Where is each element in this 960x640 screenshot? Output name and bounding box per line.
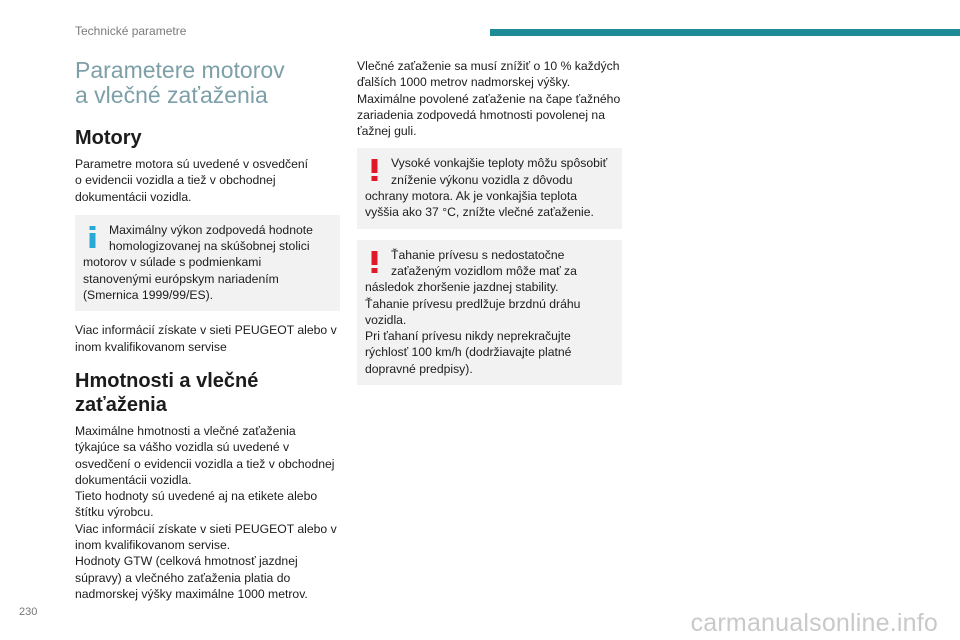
text-line: ťažnej guli.	[357, 124, 417, 139]
text-line: o evidencii vozidla a tiež v obchodnej	[75, 173, 276, 188]
page-title-line: Parametere motorov	[75, 57, 285, 83]
warning-text-line: Ťahanie prívesu predlžuje brzdnú dráhu	[365, 296, 581, 311]
page-title-line: a vlečné zaťaženia	[75, 82, 268, 108]
text-line: Parametre motora sú uvedené v osvedčení	[75, 157, 309, 171]
text-line: dokumentácii vozidla.	[75, 189, 192, 204]
info-text-line: motorov v súlade s podmienkami	[83, 255, 262, 270]
info-text-line: homologizovanej na skúšobnej stolici	[109, 239, 310, 254]
text-line: týkajúce sa vášho vozidla sú uvedené v	[75, 440, 290, 455]
text-line: Vlečné zaťaženie sa musí znížiť o 10 % každých	[357, 59, 620, 73]
text-line: inom kvalifikovanom servise.	[75, 538, 231, 553]
text-line: zariadenia zodpovedá hmotnosti povolenej na	[357, 107, 605, 122]
text-line: Viac informácií získate v sieti PEUGEOT alebo v	[75, 323, 337, 338]
warning-text-line: zníženie výkonu vozidla z dôvodu	[391, 172, 573, 187]
section-heading-hmotnosti	[75, 369, 340, 417]
text-line: nadmorskej výšky maximálne 1000 metrov.	[75, 586, 308, 601]
info-box	[75, 215, 340, 311]
info-icon	[87, 226, 98, 248]
warning-text-line: vyššia ako 37 °C, znížte vlečné zaťaženie.	[365, 205, 594, 220]
info-text-line: Maximálny výkon zodpovedá hodnote	[109, 222, 313, 237]
warning-text-line: Vysoké vonkajšie teploty môžu spôsobiť	[391, 156, 608, 171]
warning-box-temperature	[357, 148, 622, 228]
text-line: Viac informácií získate v sieti PEUGEOT alebo v	[75, 521, 337, 536]
info-text-line: (Smernica 1999/99/ES).	[83, 288, 214, 303]
warning-text-line: ochrany motora. Ak je vonkajšia teplota	[365, 189, 578, 204]
info-text-line: stanovenými európskym nariadením	[83, 271, 279, 286]
right-column	[357, 58, 622, 396]
hmotnosti-paragraph	[75, 423, 340, 602]
page-title	[75, 58, 340, 108]
warning-text-line: vozidla.	[365, 312, 407, 327]
text-line: inom kvalifikovanom servise	[75, 339, 227, 354]
towing-paragraph	[357, 58, 622, 139]
warning-text-line: zaťaženým vozidlom môže mať za	[391, 263, 577, 278]
text-line: osvedčení o evidencii vozidla a tiež v obchodnej	[75, 456, 335, 471]
text-line: Maximálne hmotnosti a vlečné zaťaženia	[75, 423, 296, 438]
section-header-title: Technické parametre	[75, 24, 187, 38]
motory-paragraph-2	[75, 322, 340, 355]
section-heading-motory: Motory	[75, 127, 142, 149]
text-line: súpravy) a vlečného zaťaženia platia do	[75, 570, 291, 585]
text-line: Maximálne povolené zaťaženie na čape ťažného	[357, 91, 621, 106]
warning-text-line: dopravné predpisy).	[365, 361, 473, 376]
text-line: dokumentácii vozidla.	[75, 472, 192, 487]
warning-icon	[369, 159, 380, 181]
site-watermark: carmanualsonline.info	[690, 609, 938, 637]
warning-text-line: následok zhoršenie jazdnej stability.	[365, 280, 559, 295]
motory-paragraph	[75, 156, 340, 205]
text-line: ďalších 1000 metrov nadmorskej výšky.	[357, 75, 571, 90]
warning-text-line: Pri ťahaní prívesu nikdy neprekračujte	[365, 329, 571, 344]
header-accent-bar	[490, 29, 960, 36]
warning-icon	[369, 251, 380, 273]
heading-line: zaťaženia	[75, 393, 167, 416]
warning-text-line: rýchlosť 100 km/h (dodržiavajte platné	[365, 345, 572, 360]
heading-line: Hmotnosti a vlečné	[75, 369, 259, 392]
text-line: Hodnoty GTW (celková hmotnosť jazdnej	[75, 554, 298, 569]
text-line: Tieto hodnoty sú uvedené aj na etikete alebo	[75, 489, 318, 504]
warning-text-line: Ťahanie prívesu s nedostatočne	[391, 247, 565, 262]
text-line: štítku výrobcu.	[75, 505, 154, 520]
warning-box-trailer	[357, 240, 622, 385]
page-number: 230	[19, 606, 38, 618]
left-column	[75, 58, 340, 612]
